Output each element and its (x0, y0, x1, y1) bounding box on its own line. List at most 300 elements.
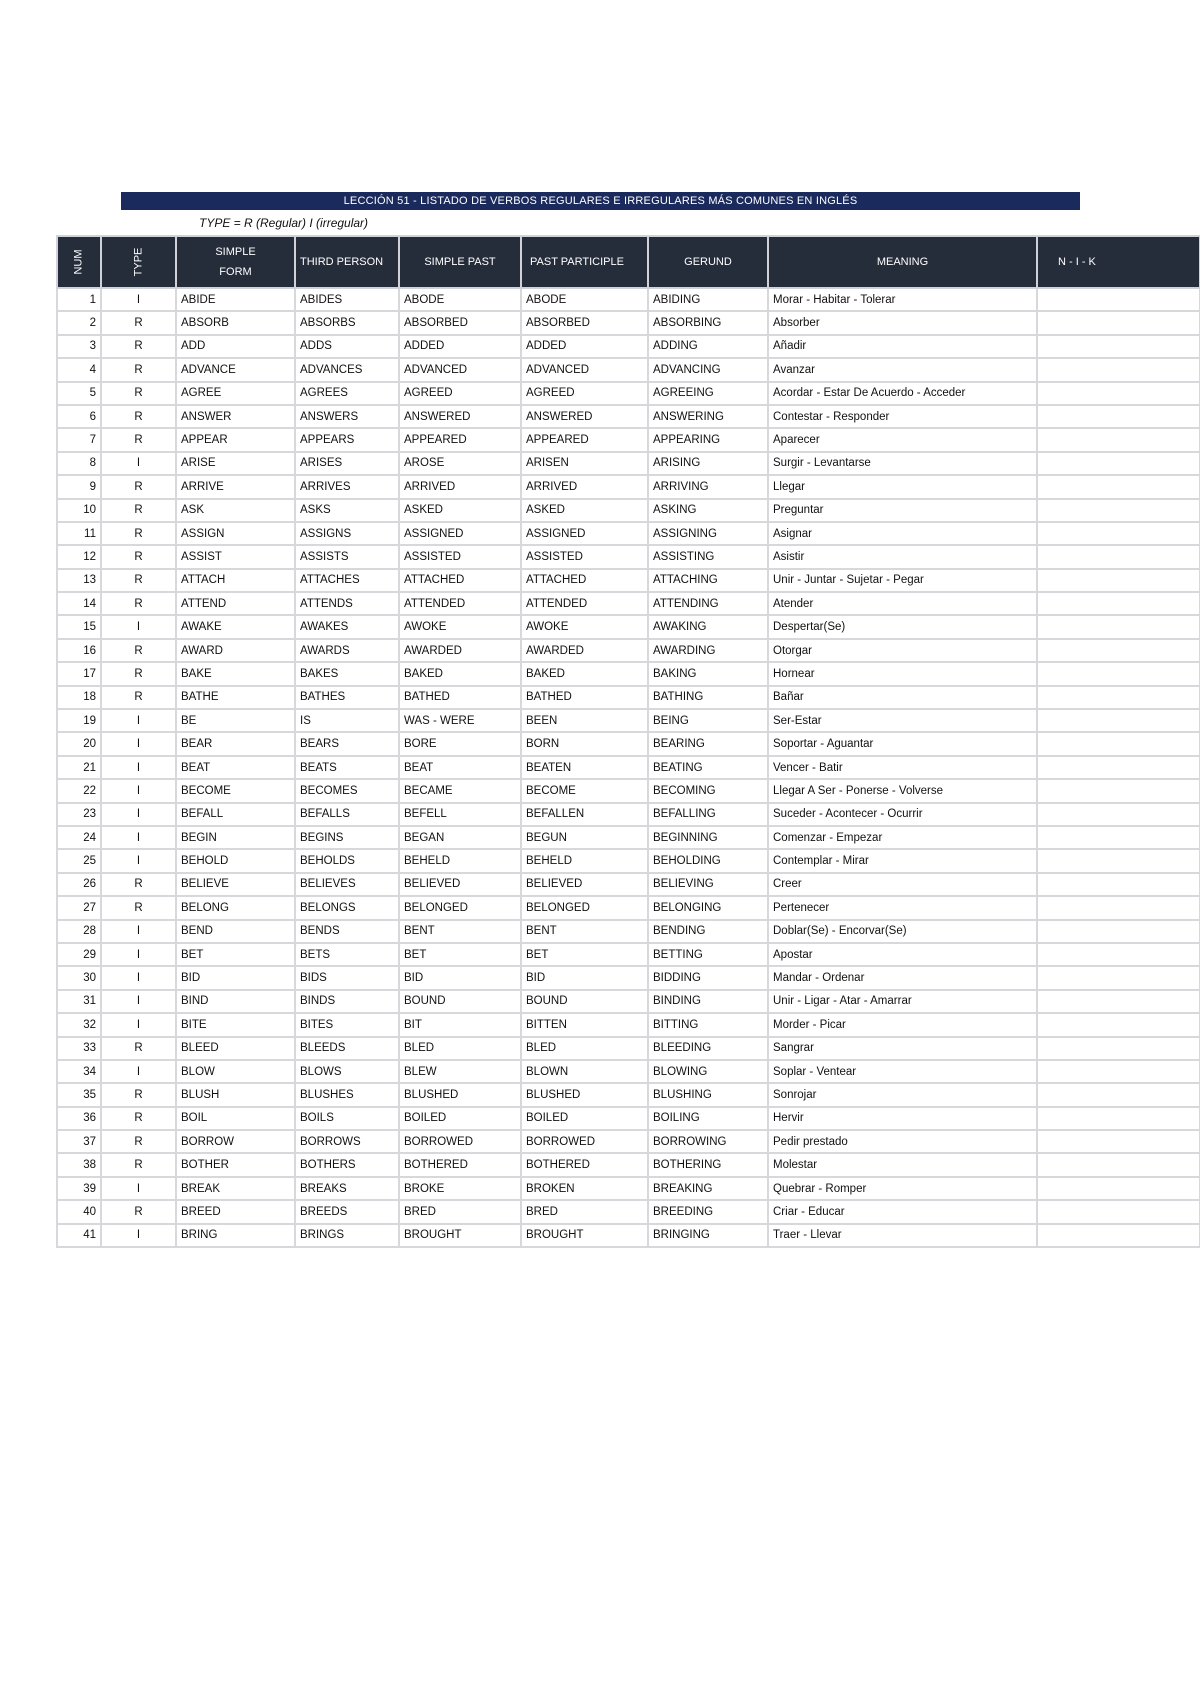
table-row (57, 475, 1200, 498)
third-person-cell: BENDS (295, 920, 399, 943)
past-participle-cell: BLOWN (521, 1060, 648, 1083)
num-cell: 32 (57, 1013, 101, 1036)
gerund-cell: BREEDING (648, 1200, 768, 1223)
simple-past-cell: AGREED (399, 382, 521, 405)
third-person-cell: ASSISTS (295, 545, 399, 568)
nik-cell (1037, 499, 1200, 522)
type-cell: I (101, 756, 176, 779)
nik-cell (1037, 615, 1200, 638)
num-cell: 7 (57, 428, 101, 451)
table-row (57, 1037, 1200, 1060)
third-person-cell: BRINGS (295, 1224, 399, 1247)
third-person-cell: BLEEDS (295, 1037, 399, 1060)
third-person-cell: AWARDS (295, 639, 399, 662)
table-row (57, 1153, 1200, 1176)
past-participle-cell: BID (521, 966, 648, 989)
table-row (57, 732, 1200, 755)
meaning-cell: Apostar (768, 943, 1037, 966)
header-meaning: MEANING (768, 236, 1037, 288)
past-participle-cell: ARRIVED (521, 475, 648, 498)
simple-form-cell: BRING (176, 1224, 295, 1247)
simple-form-cell: BEGIN (176, 826, 295, 849)
nik-cell (1037, 920, 1200, 943)
nik-cell (1037, 288, 1200, 311)
nik-cell (1037, 873, 1200, 896)
type-cell: R (101, 545, 176, 568)
past-participle-cell: ASSISTED (521, 545, 648, 568)
num-cell: 33 (57, 1037, 101, 1060)
simple-form-cell: ARISE (176, 452, 295, 475)
simple-past-cell: ADVANCED (399, 358, 521, 381)
simple-past-cell: BOUND (399, 990, 521, 1013)
header-num: NUM (57, 236, 101, 288)
table-row (57, 662, 1200, 685)
table-row (57, 288, 1200, 311)
gerund-cell: ABSORBING (648, 311, 768, 334)
simple-past-cell: BOTHERED (399, 1153, 521, 1176)
type-legend: TYPE = R (Regular) I (irregular) (199, 216, 369, 230)
simple-past-cell: BATHED (399, 686, 521, 709)
gerund-cell: AWAKING (648, 615, 768, 638)
third-person-cell: BOTHERS (295, 1153, 399, 1176)
third-person-cell: BLOWS (295, 1060, 399, 1083)
gerund-cell: BENDING (648, 920, 768, 943)
table-row (57, 428, 1200, 451)
third-person-cell: ANSWERS (295, 405, 399, 428)
gerund-cell: ADDING (648, 335, 768, 358)
meaning-cell: Comenzar - Empezar (768, 826, 1037, 849)
simple-form-cell: BREED (176, 1200, 295, 1223)
gerund-cell: BITTING (648, 1013, 768, 1036)
table-row (57, 569, 1200, 592)
past-participle-cell: BEHELD (521, 849, 648, 872)
third-person-cell: ARRIVES (295, 475, 399, 498)
type-cell: R (101, 662, 176, 685)
third-person-cell: BECOMES (295, 779, 399, 802)
type-cell: R (101, 499, 176, 522)
nik-cell (1037, 990, 1200, 1013)
num-cell: 34 (57, 1060, 101, 1083)
gerund-cell: AWARDING (648, 639, 768, 662)
third-person-cell: BOILS (295, 1107, 399, 1130)
past-participle-cell: ASKED (521, 499, 648, 522)
simple-form-cell: ARRIVE (176, 475, 295, 498)
nik-cell (1037, 756, 1200, 779)
simple-past-cell: AWARDED (399, 639, 521, 662)
past-participle-cell: BROUGHT (521, 1224, 648, 1247)
nik-cell (1037, 662, 1200, 685)
meaning-cell: Pedir prestado (768, 1130, 1037, 1153)
num-cell: 15 (57, 615, 101, 638)
past-participle-cell: BELONGED (521, 896, 648, 919)
meaning-cell: Bañar (768, 686, 1037, 709)
past-participle-cell: ASSIGNED (521, 522, 648, 545)
meaning-cell: Pertenecer (768, 896, 1037, 919)
nik-cell (1037, 1200, 1200, 1223)
num-cell: 8 (57, 452, 101, 475)
gerund-cell: ASSISTING (648, 545, 768, 568)
num-cell: 23 (57, 803, 101, 826)
third-person-cell: ATTACHES (295, 569, 399, 592)
table-row (57, 920, 1200, 943)
third-person-cell: BAKES (295, 662, 399, 685)
simple-form-cell: APPEAR (176, 428, 295, 451)
num-cell: 9 (57, 475, 101, 498)
simple-past-cell: BELONGED (399, 896, 521, 919)
past-participle-cell: BLED (521, 1037, 648, 1060)
num-cell: 31 (57, 990, 101, 1013)
simple-past-cell: BENT (399, 920, 521, 943)
third-person-cell: BINDS (295, 990, 399, 1013)
simple-past-cell: ASSIGNED (399, 522, 521, 545)
simple-form-cell: BEFALL (176, 803, 295, 826)
meaning-cell: Molestar (768, 1153, 1037, 1176)
type-cell: R (101, 1153, 176, 1176)
header-third-person: THIRD PERSON (295, 236, 399, 288)
num-cell: 35 (57, 1083, 101, 1106)
simple-form-cell: ATTEND (176, 592, 295, 615)
gerund-cell: BECOMING (648, 779, 768, 802)
num-cell: 22 (57, 779, 101, 802)
table-row (57, 1200, 1200, 1223)
simple-past-cell: BLEW (399, 1060, 521, 1083)
nik-cell (1037, 943, 1200, 966)
num-cell: 21 (57, 756, 101, 779)
past-participle-cell: BET (521, 943, 648, 966)
table-row (57, 873, 1200, 896)
table-row (57, 615, 1200, 638)
table-row (57, 943, 1200, 966)
simple-past-cell: ASSISTED (399, 545, 521, 568)
type-cell: I (101, 849, 176, 872)
type-cell: R (101, 569, 176, 592)
table-row (57, 639, 1200, 662)
past-participle-cell: BEATEN (521, 756, 648, 779)
third-person-cell: ARISES (295, 452, 399, 475)
past-participle-cell: ABODE (521, 288, 648, 311)
simple-form-cell: AWARD (176, 639, 295, 662)
num-cell: 37 (57, 1130, 101, 1153)
simple-form-cell: BECOME (176, 779, 295, 802)
gerund-cell: ATTENDING (648, 592, 768, 615)
num-cell: 25 (57, 849, 101, 872)
simple-past-cell: BAKED (399, 662, 521, 685)
nik-cell (1037, 826, 1200, 849)
num-cell: 26 (57, 873, 101, 896)
past-participle-cell: AWARDED (521, 639, 648, 662)
simple-past-cell: BIT (399, 1013, 521, 1036)
simple-past-cell: BEAT (399, 756, 521, 779)
meaning-cell: Unir - Juntar - Sujetar - Pegar (768, 569, 1037, 592)
type-cell: I (101, 615, 176, 638)
table-row (57, 1107, 1200, 1130)
simple-past-cell: APPEARED (399, 428, 521, 451)
past-participle-cell: BLUSHED (521, 1083, 648, 1106)
gerund-cell: BOTHERING (648, 1153, 768, 1176)
simple-past-cell: BOILED (399, 1107, 521, 1130)
gerund-cell: BIDDING (648, 966, 768, 989)
type-cell: R (101, 873, 176, 896)
simple-form-cell: BORROW (176, 1130, 295, 1153)
third-person-cell: BATHES (295, 686, 399, 709)
simple-form-cell: BATHE (176, 686, 295, 709)
simple-form-cell: BIND (176, 990, 295, 1013)
simple-past-cell: BROKE (399, 1177, 521, 1200)
nik-cell (1037, 686, 1200, 709)
table-row (57, 545, 1200, 568)
simple-form-cell: ASK (176, 499, 295, 522)
type-cell: I (101, 1060, 176, 1083)
simple-past-cell: BID (399, 966, 521, 989)
num-cell: 24 (57, 826, 101, 849)
document-title: LECCIÓN 51 - LISTADO DE VERBOS REGULARES E IRREGULARES MÁS COMUNES EN INGLÉS (121, 192, 1080, 210)
gerund-cell: BELONGING (648, 896, 768, 919)
simple-past-cell: ATTACHED (399, 569, 521, 592)
num-cell: 27 (57, 896, 101, 919)
table-row (57, 592, 1200, 615)
type-cell: R (101, 1107, 176, 1130)
simple-form-cell: BREAK (176, 1177, 295, 1200)
nik-cell (1037, 522, 1200, 545)
third-person-cell: ABSORBS (295, 311, 399, 334)
table-row (57, 382, 1200, 405)
num-cell: 19 (57, 709, 101, 732)
meaning-cell: Añadir (768, 335, 1037, 358)
third-person-cell: BLUSHES (295, 1083, 399, 1106)
simple-past-cell: BLED (399, 1037, 521, 1060)
simple-past-cell: BEHELD (399, 849, 521, 872)
simple-form-cell: AGREE (176, 382, 295, 405)
nik-cell (1037, 1013, 1200, 1036)
gerund-cell: AGREEING (648, 382, 768, 405)
gerund-cell: ARRIVING (648, 475, 768, 498)
past-participle-cell: ATTACHED (521, 569, 648, 592)
third-person-cell: BORROWS (295, 1130, 399, 1153)
simple-past-cell: BEFELL (399, 803, 521, 826)
third-person-cell: BELIEVES (295, 873, 399, 896)
num-cell: 29 (57, 943, 101, 966)
past-participle-cell: BOTHERED (521, 1153, 648, 1176)
table-row (57, 966, 1200, 989)
third-person-cell: ASSIGNS (295, 522, 399, 545)
nik-cell (1037, 335, 1200, 358)
table-row (57, 826, 1200, 849)
simple-form-cell: ABIDE (176, 288, 295, 311)
num-cell: 12 (57, 545, 101, 568)
num-cell: 5 (57, 382, 101, 405)
gerund-cell: BETTING (648, 943, 768, 966)
nik-cell (1037, 428, 1200, 451)
num-cell: 14 (57, 592, 101, 615)
past-participle-cell: BECOME (521, 779, 648, 802)
third-person-cell: BELONGS (295, 896, 399, 919)
meaning-cell: Criar - Educar (768, 1200, 1037, 1223)
num-cell: 4 (57, 358, 101, 381)
past-participle-cell: BOILED (521, 1107, 648, 1130)
past-participle-cell: BROKEN (521, 1177, 648, 1200)
header-past-participle: PAST PARTICIPLE (521, 236, 648, 288)
nik-cell (1037, 1107, 1200, 1130)
past-participle-cell: ARISEN (521, 452, 648, 475)
header-gerund: GERUND (648, 236, 768, 288)
nik-cell (1037, 382, 1200, 405)
past-participle-cell: BEGUN (521, 826, 648, 849)
table-row (57, 452, 1200, 475)
third-person-cell: BEFALLS (295, 803, 399, 826)
third-person-cell: BREAKS (295, 1177, 399, 1200)
num-cell: 1 (57, 288, 101, 311)
nik-cell (1037, 1177, 1200, 1200)
type-cell: I (101, 732, 176, 755)
meaning-cell: Absorber (768, 311, 1037, 334)
third-person-cell: ADVANCES (295, 358, 399, 381)
simple-form-cell: BID (176, 966, 295, 989)
meaning-cell: Preguntar (768, 499, 1037, 522)
nik-cell (1037, 569, 1200, 592)
past-participle-cell: BATHED (521, 686, 648, 709)
table-row (57, 1130, 1200, 1153)
table-row (57, 1177, 1200, 1200)
simple-form-cell: BOTHER (176, 1153, 295, 1176)
simple-past-cell: BET (399, 943, 521, 966)
gerund-cell: BINDING (648, 990, 768, 1013)
header-simple-past: SIMPLE PAST (399, 236, 521, 288)
type-cell: R (101, 896, 176, 919)
nik-cell (1037, 966, 1200, 989)
table-row (57, 990, 1200, 1013)
nik-cell (1037, 592, 1200, 615)
gerund-cell: BLUSHING (648, 1083, 768, 1106)
gerund-cell: BEHOLDING (648, 849, 768, 872)
meaning-cell: Atender (768, 592, 1037, 615)
table-row (57, 499, 1200, 522)
simple-form-cell: ADVANCE (176, 358, 295, 381)
past-participle-cell: ADDED (521, 335, 648, 358)
table-row (57, 849, 1200, 872)
type-cell: R (101, 1083, 176, 1106)
type-cell: I (101, 1224, 176, 1247)
gerund-cell: ARISING (648, 452, 768, 475)
simple-past-cell: ARRIVED (399, 475, 521, 498)
simple-form-cell: BEND (176, 920, 295, 943)
third-person-cell: BEGINS (295, 826, 399, 849)
simple-past-cell: WAS - WERE (399, 709, 521, 732)
simple-form-cell: BLUSH (176, 1083, 295, 1106)
simple-past-cell: BROUGHT (399, 1224, 521, 1247)
meaning-cell: Soportar - Aguantar (768, 732, 1037, 755)
gerund-cell: ABIDING (648, 288, 768, 311)
nik-cell (1037, 405, 1200, 428)
past-participle-cell: BORROWED (521, 1130, 648, 1153)
nik-cell (1037, 896, 1200, 919)
type-cell: I (101, 1013, 176, 1036)
num-cell: 40 (57, 1200, 101, 1223)
meaning-cell: Sonrojar (768, 1083, 1037, 1106)
third-person-cell: ABIDES (295, 288, 399, 311)
nik-cell (1037, 1224, 1200, 1247)
table-row (57, 1060, 1200, 1083)
meaning-cell: Avanzar (768, 358, 1037, 381)
header-simple-form: SIMPLE FORM (176, 236, 295, 288)
simple-form-cell: BE (176, 709, 295, 732)
num-cell: 10 (57, 499, 101, 522)
gerund-cell: BLOWING (648, 1060, 768, 1083)
past-participle-cell: BITTEN (521, 1013, 648, 1036)
simple-past-cell: ASKED (399, 499, 521, 522)
simple-form-cell: BEAT (176, 756, 295, 779)
simple-past-cell: BRED (399, 1200, 521, 1223)
gerund-cell: BEARING (648, 732, 768, 755)
meaning-cell: Sangrar (768, 1037, 1037, 1060)
meaning-cell: Quebrar - Romper (768, 1177, 1037, 1200)
meaning-cell: Asistir (768, 545, 1037, 568)
num-cell: 39 (57, 1177, 101, 1200)
type-cell: R (101, 475, 176, 498)
num-cell: 20 (57, 732, 101, 755)
type-cell: R (101, 311, 176, 334)
num-cell: 38 (57, 1153, 101, 1176)
nik-cell (1037, 545, 1200, 568)
nik-cell (1037, 1037, 1200, 1060)
simple-form-cell: BEAR (176, 732, 295, 755)
num-cell: 36 (57, 1107, 101, 1130)
gerund-cell: ATTACHING (648, 569, 768, 592)
table-row (57, 1083, 1200, 1106)
third-person-cell: AWAKES (295, 615, 399, 638)
type-cell: I (101, 709, 176, 732)
meaning-cell: Traer - Llevar (768, 1224, 1037, 1247)
meaning-cell: Doblar(Se) - Encorvar(Se) (768, 920, 1037, 943)
nik-cell (1037, 1083, 1200, 1106)
simple-past-cell: BECAME (399, 779, 521, 802)
nik-cell (1037, 358, 1200, 381)
past-participle-cell: BAKED (521, 662, 648, 685)
header-type: TYPE (101, 236, 176, 288)
nik-cell (1037, 1130, 1200, 1153)
third-person-cell: BEARS (295, 732, 399, 755)
gerund-cell: ASSIGNING (648, 522, 768, 545)
verbs-table (56, 235, 1200, 1248)
type-cell: I (101, 803, 176, 826)
gerund-cell: BOILING (648, 1107, 768, 1130)
num-cell: 16 (57, 639, 101, 662)
type-cell: R (101, 335, 176, 358)
past-participle-cell: BENT (521, 920, 648, 943)
table-row (57, 405, 1200, 428)
num-cell: 17 (57, 662, 101, 685)
type-cell: I (101, 1177, 176, 1200)
meaning-cell: Ser-Estar (768, 709, 1037, 732)
meaning-cell: Contestar - Responder (768, 405, 1037, 428)
num-cell: 41 (57, 1224, 101, 1247)
past-participle-cell: AWOKE (521, 615, 648, 638)
third-person-cell: ASKS (295, 499, 399, 522)
type-cell: R (101, 686, 176, 709)
past-participle-cell: BORN (521, 732, 648, 755)
table-row (57, 1013, 1200, 1036)
simple-past-cell: ADDED (399, 335, 521, 358)
type-cell: I (101, 779, 176, 802)
num-cell: 18 (57, 686, 101, 709)
nik-cell (1037, 1153, 1200, 1176)
gerund-cell: ANSWERING (648, 405, 768, 428)
meaning-cell: Asignar (768, 522, 1037, 545)
meaning-cell: Morder - Picar (768, 1013, 1037, 1036)
simple-form-cell: BET (176, 943, 295, 966)
gerund-cell: BEATING (648, 756, 768, 779)
third-person-cell: ADDS (295, 335, 399, 358)
table-row (57, 311, 1200, 334)
